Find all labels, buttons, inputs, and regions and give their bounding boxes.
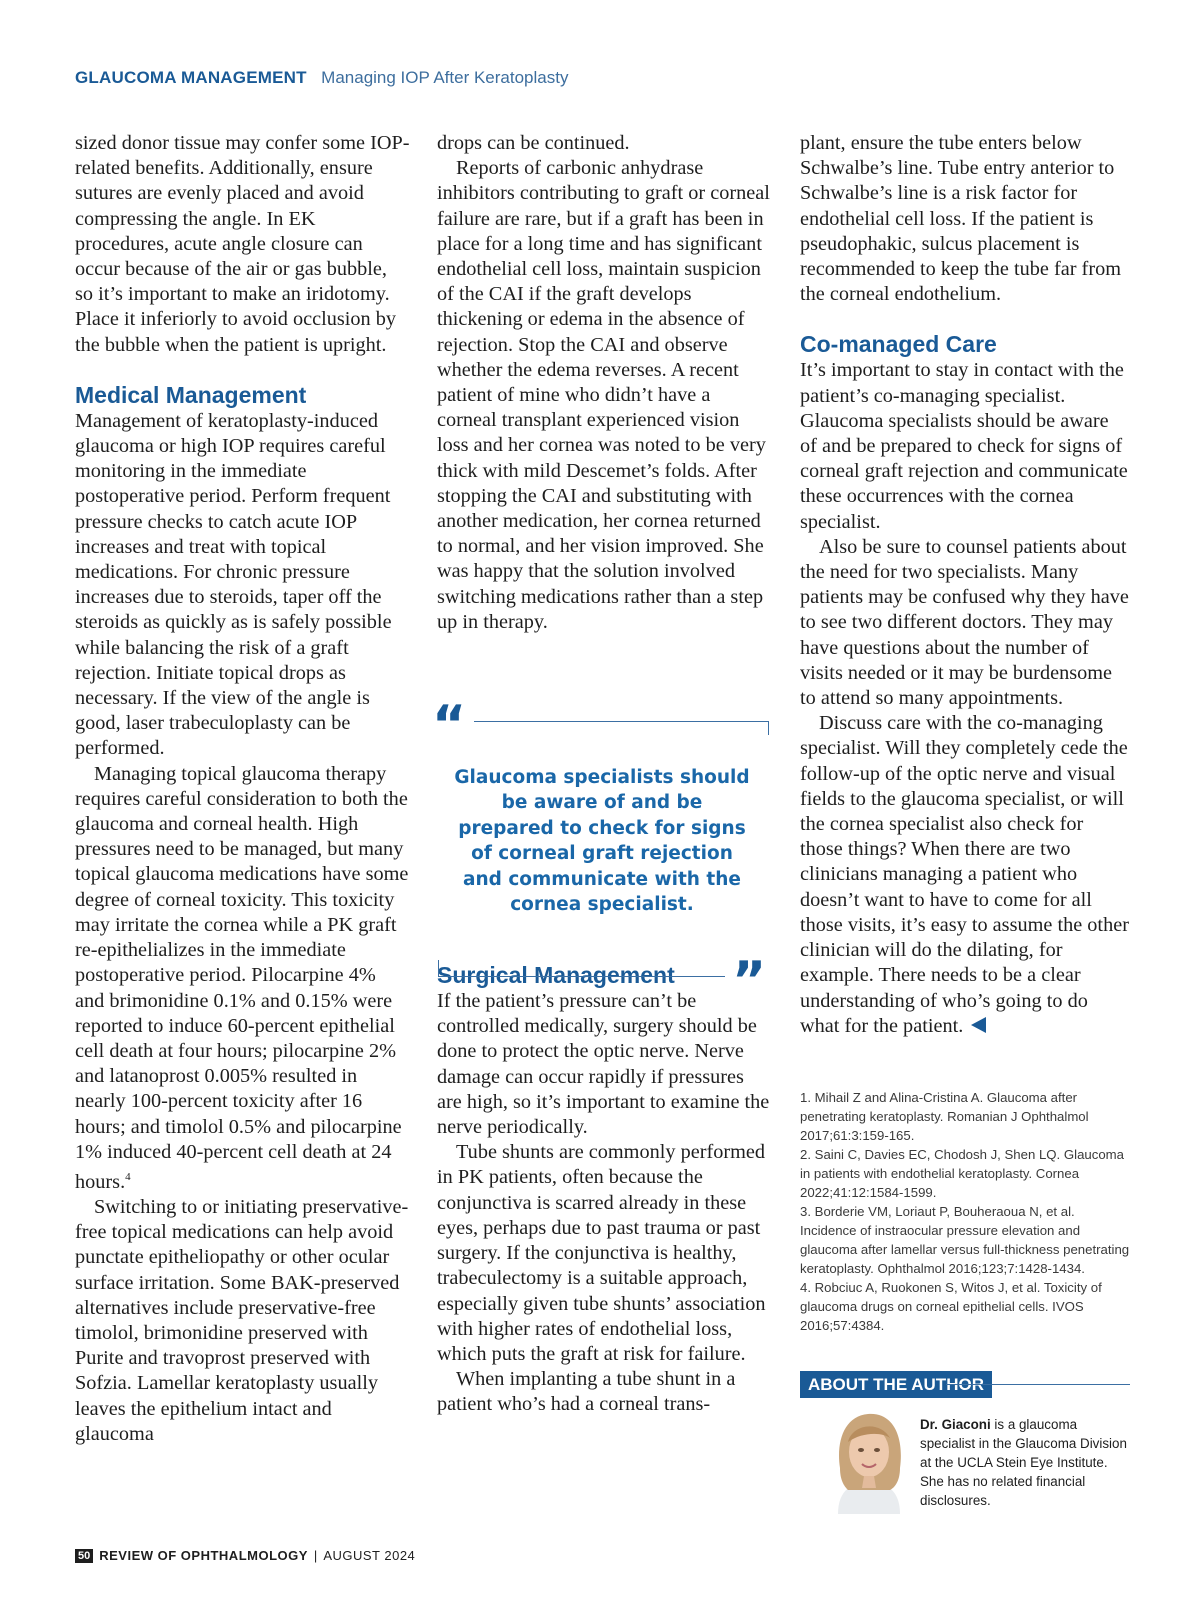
author-name: Dr. Giaconi <box>920 1417 991 1432</box>
open-quote-icon: “ <box>432 695 467 755</box>
footer-separator: | <box>313 1548 318 1563</box>
reference-item: 1. Mihail Z and Alina-Cristina A. Glaucoma after penetrating keratoplasty. Romanian J Ophthalmol 2017;61:3:159-165. <box>800 1090 1089 1143</box>
page-number: 50 <box>75 1549 93 1563</box>
paragraph-text: Discuss care with the co-managing specialist. Will they completely cede the follow-up of the optic nerve and visual fields to the glaucoma specialist, or will the cornea specialist also check for those things? When there are two clinicians managing a patient who doesn’t want to have to come for all those visits, it’s easy to assume the other clinician will do the dilating, for example. There needs to be a clear understanding of who’s going to do what for the patient. <box>800 712 1129 1037</box>
column-3 <box>800 131 1130 1039</box>
magazine-title: REVIEW OF OPHTHALMOLOGY <box>99 1548 308 1563</box>
running-header <box>75 68 568 88</box>
pull-quote-bottom-rule <box>438 976 725 977</box>
reference-item: 3. Borderie VM, Loriaut P, Bouheraoua N, et al. Incidence of instraocular pressure elevation and glaucoma after lamellar versus full-thickness penetrating keratoplasty. Ophthalmol 2016;123;7:1428-1434. <box>800 1204 1130 1276</box>
paragraph: When implanting a tube shunt in a patient who’s had a corneal trans- <box>437 1368 736 1416</box>
pull-quote-top-tick <box>768 721 769 735</box>
paragraph: plant, ensure the tube enters below Schwalbe’s line. Tube entry anterior to Schwalbe’s line is a risk factor for endothelial cell loss. If the patient is pseudophakic, sulcus placement is recommended to keep the tube far from the corneal endothelium. <box>800 132 1121 306</box>
article-subtitle: Managing IOP After Keratoplasty <box>321 68 569 87</box>
heading-co-managed-care: Co-managed Care <box>800 331 997 358</box>
issue-date: AUGUST 2024 <box>323 1548 416 1563</box>
paragraph: drops can be continued. <box>437 132 630 154</box>
author-portrait-image <box>818 1402 920 1514</box>
paragraph: It’s important to stay in contact with the patient’s co-managing specialist. Glaucoma specialists should be aware of and be prepared to check for signs of corneal graft rejection and communicate these occurrences with the cornea specialist. <box>800 359 1128 533</box>
author-photo <box>818 1402 920 1514</box>
author-bio-text: is a glaucoma specialist in the Glaucoma Division at the UCLA Stein Eye Institute. She has no related financial disclosures. <box>920 1417 1127 1508</box>
reference-item: 2. Saini C, Davies EC, Chodosh J, Shen LQ. Glaucoma in patients with endothelial keratoplasty. Cornea 2022;41:12:1584-1599. <box>800 1147 1124 1200</box>
pull-quote-text: Glaucoma specialists should be aware of and be prepared to check for signs of corneal graft rejection and communicate with the cornea specialist. <box>454 767 750 916</box>
author-rule <box>946 1384 1130 1385</box>
column-1 <box>75 131 410 1447</box>
paragraph: sized donor tissue may confer some IOP-related benefits. Additionally, ensure sutures are evenly placed and avoid compressing the angle. In EK procedures, acute angle closure can occur because of the air or gas bubble, so it’s important to make an iridotomy. Place it inferiorly to avoid occlusion by the bubble when the patient is upright. <box>75 132 410 356</box>
paragraph <box>75 762 410 1195</box>
paragraph: Management of keratoplasty-induced glaucoma or high IOP requires careful monitoring in the immediate postoperative period. Perform frequent pressure checks to catch acute IOP increases and treat with topical medications. For chronic pressure increases due to steroids, taper off the steroids as quickly as is safely possible while balancing the risk of a graft rejection. Initiate topical drops as necessary. If the view of the angle is good, laser trabeculoplasty can be performed. <box>75 409 392 760</box>
end-of-article-icon <box>971 1017 986 1033</box>
heading-surgical-management: Surgical Management <box>437 962 675 989</box>
author-bio <box>920 1415 1130 1510</box>
page-footer <box>75 1548 415 1563</box>
paragraph: If the patient’s pressure can’t be controlled medically, surgery should be done to protect the optic nerve. Nerve damage can occur rapidly if pressures are high, so it’s important to examine the nerve periodically. <box>437 990 770 1139</box>
references-list <box>800 1088 1130 1335</box>
heading-medical-management: Medical Management <box>75 381 307 408</box>
paragraph: Reports of carbonic anhydrase inhibitors contributing to graft or corneal failure are rare, but if a graft has been in place for a long time and has significant endothelial cell loss, maintain suspicion of the CAI if the graft develops thickening or edema in the absence of rejection. Stop the CAI and observe whether the edema reverses. A recent patient of mine who didn’t have a corneal transplant experienced vision loss and her cornea was noted to be very thick with mild Descemet’s folds. After stopping the CAI and substituting with another medication, her cornea returned to normal, and her vision improved. She was happy that the solution involved switching medications rather than a step up in therapy. <box>437 157 770 633</box>
pull-quote-bottom-tick <box>438 960 439 976</box>
reference-superscript: 4 <box>125 1170 131 1183</box>
section-title: GLAUCOMA MANAGEMENT <box>75 68 307 87</box>
reference-item: 4. Robciuc A, Ruokonen S, Witos J, et al. Toxicity of glaucoma drugs on corneal epithelial cells. IVOS 2016;57:4384. <box>800 1280 1102 1333</box>
pull-quote-top-rule <box>474 721 769 722</box>
paragraph: Tube shunts are commonly performed in PK patients, often because the conjunctiva is scarred already in these eyes, perhaps due to past trauma or past surgery. If the conjunctiva is healthy, trabeculectomy is a suitable approach, especially given tube shunts’ association with higher rates of endothelial loss, which puts the graft at risk for failure. <box>437 1141 766 1365</box>
paragraph-text: Managing topical glaucoma therapy requires careful consideration to both the glaucoma and corneal health. High pressures need to be managed, but many topical glaucoma medications have some degree of corneal toxicity. This toxicity may irritate the cornea while a PK graft re-epithelializes in the immediate postoperative period. Pilocarpine 4% and brimonidine 0.1% and 0.15% were reported to induce 60-percent epithelial cell death at four hours; pilocarpine 2% and latanoprost 0.005% resulted in nearly 100-percent toxicity after 16 hours; and timolol 0.5% and pilocarpine 1% induced 40-percent cell death at 24 hours. <box>75 762 409 1193</box>
paragraph: Also be sure to counsel patients about the need for two specialists. Many patients may be confused why they have to see two different doctors. They may have questions about the number of visits needed or it may be burdensome to attend so many appointments. <box>800 535 1129 710</box>
close-quote-icon: ” <box>732 951 767 1011</box>
paragraph <box>800 711 1130 1039</box>
about-the-author-label: ABOUT THE AUTHOR <box>800 1371 992 1398</box>
paragraph: Switching to or initiating preservative-free topical medications can help avoid punctate epitheliopathy or other ocular surface irritation. Some BAK-preserved alternatives include preservative-free timolol, brimonidine preserved with Purite and travoprost preserved with Sofzia. Lamellar keratoplasty usually leaves the epithelium intact and glaucoma <box>75 1195 409 1445</box>
pull-quote <box>432 695 772 1011</box>
